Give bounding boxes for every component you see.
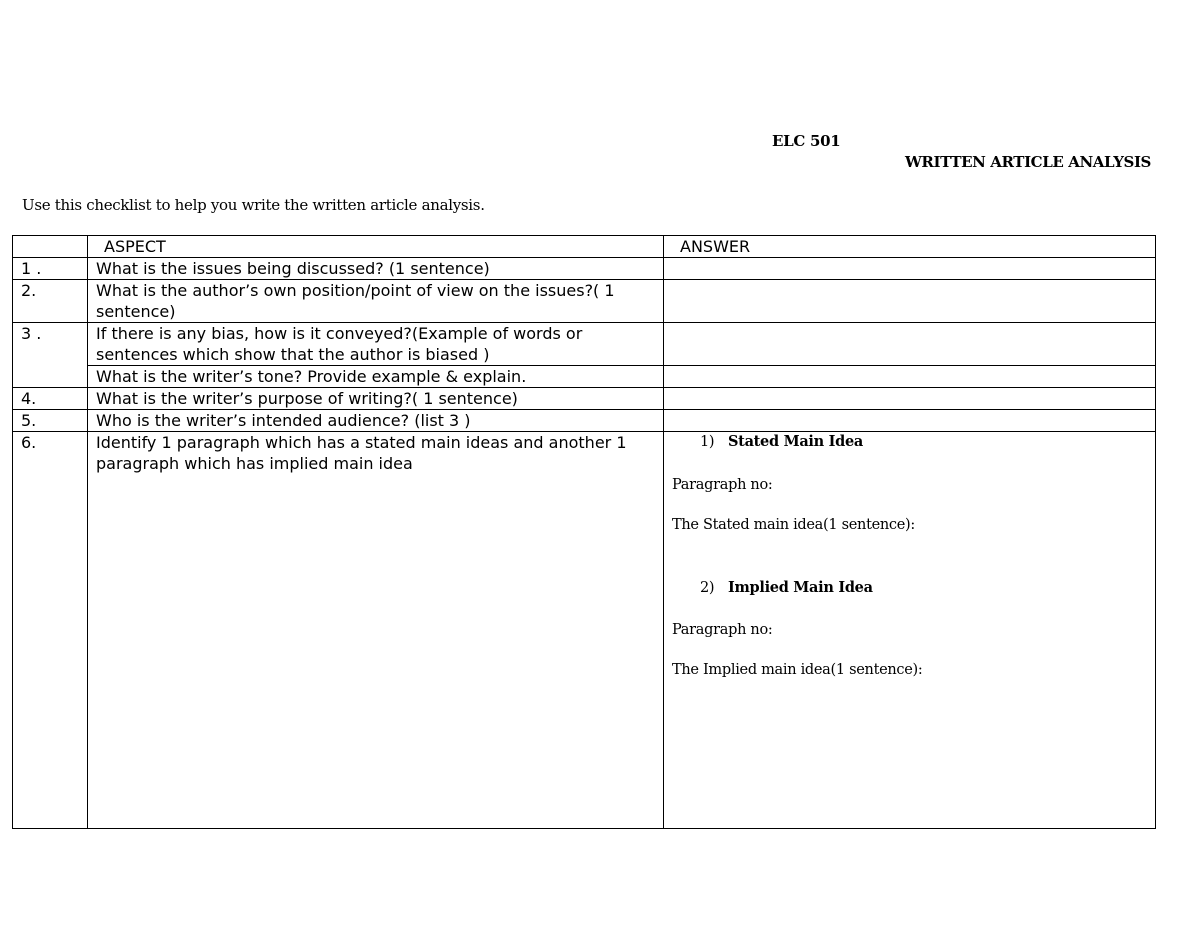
table-row	[13, 323, 1156, 366]
answer-cell[interactable]	[664, 280, 1156, 323]
row-number: 3 .	[13, 323, 88, 388]
stated-paragraph-label: Paragraph no:	[672, 477, 773, 493]
table-row	[13, 258, 1156, 280]
table-row	[13, 280, 1156, 323]
implied-index: 2)	[700, 580, 715, 596]
aspect-cell: What is the issues being discussed? (1 sentence)	[88, 258, 664, 280]
answer-cell[interactable]	[664, 258, 1156, 280]
table-row	[13, 432, 1156, 829]
table-row	[13, 410, 1156, 432]
table-header-row	[13, 236, 1156, 258]
analysis-checklist-table	[12, 235, 1156, 829]
row-number: 1 .	[13, 258, 88, 280]
row-number: 6.	[13, 432, 88, 829]
stated-heading-label: Stated Main Idea	[728, 433, 863, 450]
aspect-cell: If there is any bias, how is it conveyed?(Example of words or sentences which show that the author is biased )	[88, 323, 664, 366]
stated-index: 1)	[700, 434, 715, 450]
answer-cell-main-idea[interactable]	[664, 432, 1156, 829]
instructions-text: Use this checklist to help you write the written article analysis.	[22, 196, 485, 214]
document-title: WRITTEN ARTICLE ANALYSIS	[904, 153, 1151, 171]
row-number: 2.	[13, 280, 88, 323]
implied-heading-label: Implied Main Idea	[728, 579, 873, 596]
stated-main-idea-heading	[672, 432, 1155, 452]
row-number: 4.	[13, 388, 88, 410]
answer-cell[interactable]	[664, 366, 1156, 388]
table-row	[13, 366, 1156, 388]
answer-cell[interactable]	[664, 410, 1156, 432]
implied-paragraph-label: Paragraph no:	[672, 622, 773, 638]
aspect-cell: What is the writer’s purpose of writing?( 1 sentence)	[88, 388, 664, 410]
column-header-answer: ANSWER	[664, 236, 1156, 258]
aspect-cell: Who is the writer’s intended audience? (list 3 )	[88, 410, 664, 432]
stated-idea-label: The Stated main idea(1 sentence):	[672, 517, 915, 533]
table-row	[13, 388, 1156, 410]
answer-cell[interactable]	[664, 388, 1156, 410]
aspect-cell: What is the author’s own position/point of view on the issues?( 1 sentence)	[88, 280, 664, 323]
aspect-cell: What is the writer’s tone? Provide example & explain.	[88, 366, 664, 388]
implied-main-idea-heading	[672, 578, 1155, 598]
column-header-aspect: ASPECT	[88, 236, 664, 258]
row-number: 5.	[13, 410, 88, 432]
answer-cell[interactable]	[664, 323, 1156, 366]
implied-idea-label: The Implied main idea(1 sentence):	[672, 662, 923, 678]
header-number-cell	[13, 236, 88, 258]
aspect-cell: Identify 1 paragraph which has a stated main ideas and another 1 paragraph which has implied main idea	[88, 432, 664, 829]
course-code: ELC 501	[772, 132, 841, 150]
